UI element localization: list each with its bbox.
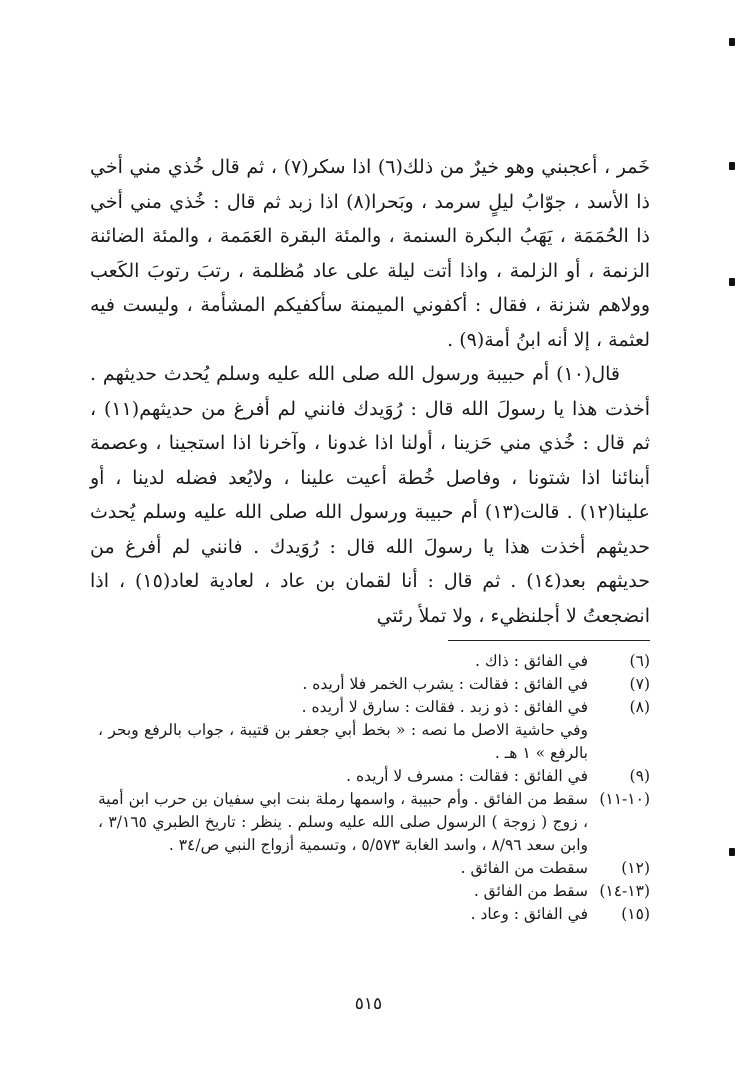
footnote	[98, 765, 650, 788]
footnote-number: (١٥)	[621, 905, 650, 923]
footnotes	[98, 650, 650, 926]
footnote	[98, 788, 650, 857]
footnote-text: سقط من الفائق .	[473, 882, 588, 900]
footnote-continuation	[98, 719, 650, 765]
main-text	[90, 150, 650, 633]
footnote-text: في الفائق : وعاد .	[470, 905, 588, 923]
footnote-text: سقط من الفائق . وأم حبيبة ، واسمها رملة بنت ابي سفيان بن حرب ابن أمية ، زوج ( زوجة ) الرسول صلى الله عليه وسلم . ينظر : تاريخ الطبري ٣/١٦٥ ، وابن سعد ٨/٩٦ ، واسد الغابة ٥/٥٧٣ ، وتسمية أزواج النبي ص/٣٤ .	[98, 790, 588, 854]
footnote	[98, 696, 650, 719]
footnote-text: في الفائق : ذاك .	[474, 652, 588, 670]
footnote	[98, 857, 650, 880]
footnote-text: وفي حاشية الاصل ما نصه : « بخط أبي جعفر بن قتيبة ، جواب بالرفع وبحر ، بالرفع » ١ هـ .	[98, 721, 588, 762]
footnote-text: في الفائق : ذو زبد . فقالت : سارق لا أريده .	[301, 698, 588, 716]
footnote-number: (٧)	[629, 675, 650, 693]
footnote	[98, 903, 650, 926]
footnote-number: (٨)	[629, 698, 650, 716]
margin-mark-lower	[729, 848, 735, 856]
footnote-text: سقطت من الفائق .	[460, 859, 588, 877]
footnote	[98, 673, 650, 696]
footnote-separator	[448, 640, 650, 641]
footnote	[98, 650, 650, 673]
footnote-number: (١٢)	[621, 859, 650, 877]
footnote-number: (١٠-١١)	[599, 790, 650, 808]
paragraph-1: خَمر ، أعجبني وهو خيرٌ من ذلك(٦) اذا سكر(٧) ، ثم قال خُذي مني أخي ذا الأسد ، جوّابُ ليلٍ سرمد ، وبَحرا(٨) اذا زبد ثم قال : خُذي مني أخي ذا الحُمَمَة ، يَهَبُ البكرة السنمة ، والمئة البقرة العَمَمة ، والمئة الضائنة الزنمة ، أو الزلمة ، واذا أتت ليلة على عاد مُظلمة ، رتبَ رتوبَ الكَعب وولاهم شزنة ، فقال : أكفوني الميمنة سأكفيكم المشأمة ، وليست فيه لعثمة ، إلا أنه ابنُ أمة(٩) .	[90, 156, 651, 351]
margin-mark-middle	[729, 278, 735, 286]
footnote-number: (٦)	[629, 652, 650, 670]
paragraph-2: قال(١٠) أم حبيبة ورسول الله صلى الله عليه وسلم يُحدث حديثهم . أخذت هذا يا رسولَ الله قال : رُوَيدك فانني لم أفرغ من حديثهم(١١) ، ثم قال : خُذي مني حَزينا ، أولنا اذا غدونا ، وآخرنا اذا استجينا ، وعصمة أبنائنا اذا شتونا ، وفاصل خُطة أعيت علينا ، ولايُعد فضله لدينا ، أو علينا(١٢) . قالت(١٣) أم حبيبة ورسول الله صلى الله عليه وسلم يُحدث حديثهم أخذت هذا يا رسولَ الله قال : رُوَيدك . فانني لم أفرغ من حديثهم بعد(١٤) . ثم قال : أنا لقمان بن عاد ، لعادية لعاد(١٥) ، اذا انضجعتُ لا أجلنظيء ، ولا تملأ رئتي	[90, 363, 651, 627]
margin-mark-upper	[729, 162, 735, 170]
footnote-number: (٩)	[629, 767, 650, 785]
footnote-text: في الفائق : فقالت : يشرب الخمر فلا أريده .	[302, 675, 588, 693]
footnote-number	[588, 719, 650, 765]
footnote-number: (١٣-١٤)	[599, 882, 650, 900]
page-number: ٥١٥	[354, 994, 383, 1014]
margin-mark-top	[729, 38, 735, 46]
footnote-text: في الفائق : فقالت : مسرف لا أريده .	[346, 767, 588, 785]
footnote	[98, 880, 650, 903]
